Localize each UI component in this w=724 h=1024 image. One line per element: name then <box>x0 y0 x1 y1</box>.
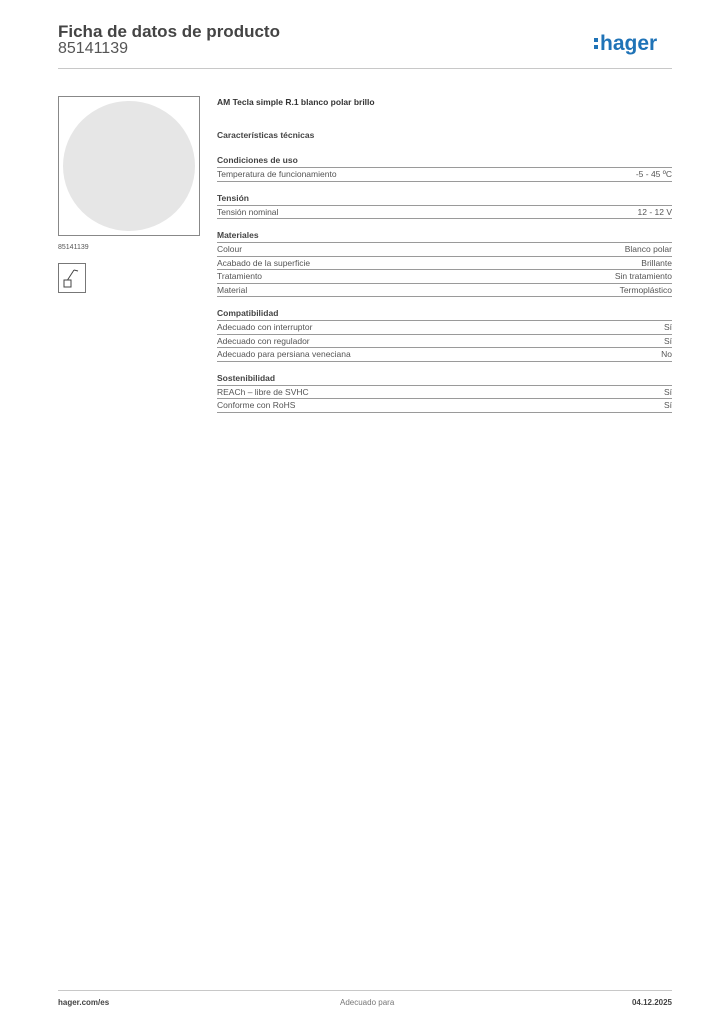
spec-value: Termoplástico <box>619 284 672 295</box>
logo-text: hager <box>600 32 658 55</box>
section-title: Sostenibilidad <box>217 372 672 386</box>
section-title: Compatibilidad <box>217 307 672 321</box>
spec-label: REACh – libre de SVHC <box>217 386 309 397</box>
spec-label: Adecuado con interruptor <box>217 322 313 333</box>
section-sustainability <box>217 372 672 413</box>
spec-row <box>217 386 672 400</box>
product-name: AM Tecla simple R.1 blanco polar brillo <box>217 97 375 107</box>
spec-value: -5 - 45 ºC <box>635 169 672 180</box>
footer-center-text: Adecuado para <box>340 998 395 1007</box>
product-number: 85141139 <box>58 40 128 57</box>
hager-logo <box>594 30 674 56</box>
footer-divider <box>58 990 672 991</box>
spec-label: Tensión nominal <box>217 206 279 217</box>
spec-value: Sí <box>663 386 672 397</box>
section-title: Materiales <box>217 229 672 243</box>
spec-label: Material <box>217 284 248 295</box>
single-switch-symbol-icon <box>58 263 86 293</box>
spec-row <box>217 257 672 271</box>
spec-label: Colour <box>217 244 243 255</box>
spec-label: Tratamiento <box>217 271 263 282</box>
section-materials <box>217 229 672 297</box>
section-title: Tensión <box>217 192 672 206</box>
spec-row <box>217 270 672 284</box>
spec-value: No <box>661 349 672 360</box>
footer-date: 04.12.2025 <box>631 998 672 1007</box>
image-caption: 85141139 <box>58 244 89 251</box>
spec-row <box>217 284 672 298</box>
spec-value: Sin tratamiento <box>614 271 672 282</box>
spec-value: Sí <box>663 400 672 411</box>
spec-value: Blanco polar <box>624 244 672 255</box>
spec-row <box>217 335 672 349</box>
section-compatibility <box>217 307 672 362</box>
section-conditions <box>217 154 672 182</box>
spec-value: 12 - 12 V <box>637 206 672 217</box>
spec-value: Brillante <box>641 257 672 268</box>
spec-label: Adecuado con regulador <box>217 335 310 346</box>
tech-characteristics-title: Características técnicas <box>217 130 315 140</box>
spec-value: Sí <box>663 335 672 346</box>
spec-row <box>217 206 672 220</box>
footer-website[interactable]: hager.com/es <box>58 998 110 1007</box>
spec-label: Conforme con RoHS <box>217 400 296 411</box>
section-voltage <box>217 192 672 220</box>
spec-value: Sí <box>663 322 672 333</box>
spec-content <box>217 95 672 413</box>
spec-row <box>217 399 672 413</box>
product-disc <box>63 101 195 231</box>
header-divider <box>58 68 672 69</box>
page-title: Ficha de datos de producto <box>58 22 280 41</box>
section-title: Condiciones de uso <box>217 154 672 168</box>
spec-row <box>217 348 672 362</box>
spec-row <box>217 168 672 182</box>
spec-row <box>217 321 672 335</box>
spec-row <box>217 243 672 257</box>
spec-label: Acabado de la superficie <box>217 257 311 268</box>
product-image <box>58 96 200 236</box>
spec-label: Temperatura de funcionamiento <box>217 169 337 180</box>
spec-label: Adecuado para persiana veneciana <box>217 349 351 360</box>
